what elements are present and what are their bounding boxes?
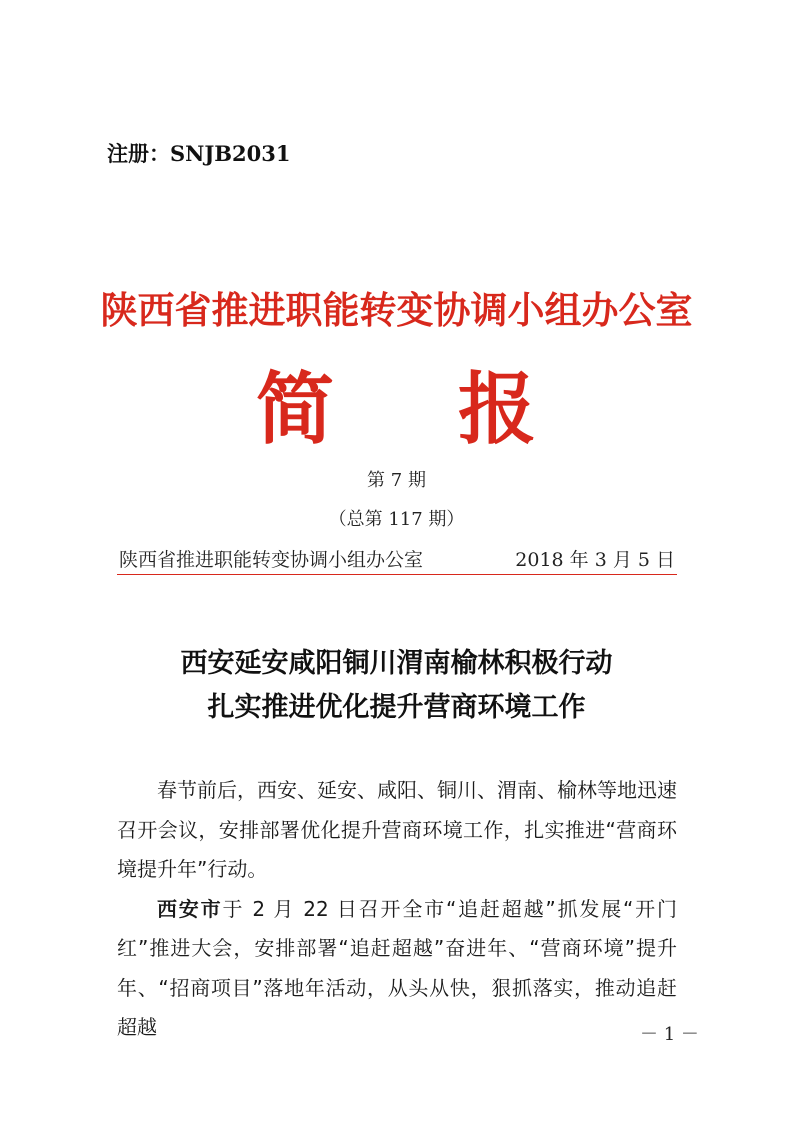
- issuing-organization-header: 陕西省推进职能转变协调小组办公室: [100, 289, 693, 332]
- page-number: － 1 －: [640, 1024, 699, 1045]
- issue-date: 2018 年 3 月 5 日: [515, 549, 675, 571]
- issue-total-number: （总第 117 期）: [328, 509, 465, 530]
- article-body: [117, 771, 677, 1048]
- header-divider: [117, 574, 677, 575]
- issue-number: 第 7 期: [367, 470, 426, 491]
- issuer-name: 陕西省推进职能转变协调小组办公室: [119, 549, 424, 571]
- article-paragraph-1: 春节前后，西安、延安、咸阳、铜川、渭南、榆林等地迅速召开会议，安排部署优化提升营商环境工作，扎实推进“营商环境提升年”行动。: [117, 778, 677, 881]
- article-paragraph-2: [117, 890, 677, 1048]
- bulletin-title-char-1: 简: [256, 365, 335, 455]
- registration-number: 注册：SNJB2031: [107, 141, 291, 166]
- bulletin-title-char-2: 报: [458, 365, 537, 455]
- paragraph-lead-city: 西安市: [157, 896, 223, 921]
- article-headline-line-2: 扎实推进优化提升营商环境工作: [207, 692, 586, 723]
- article-headline-line-1: 西安延安咸阳铜川渭南榆林积极行动: [180, 648, 613, 679]
- paragraph-2-text: 于 2 月 22 日召开全市“追赶超越”抓发展“开门红”推进大会，安排部署“追赶超越”奋进年、“营商环境”提升年、“招商项目”落地年活动，从头从快，狠抓落实，推动追赶超越: [117, 896, 677, 1039]
- bulletin-title: [0, 365, 793, 455]
